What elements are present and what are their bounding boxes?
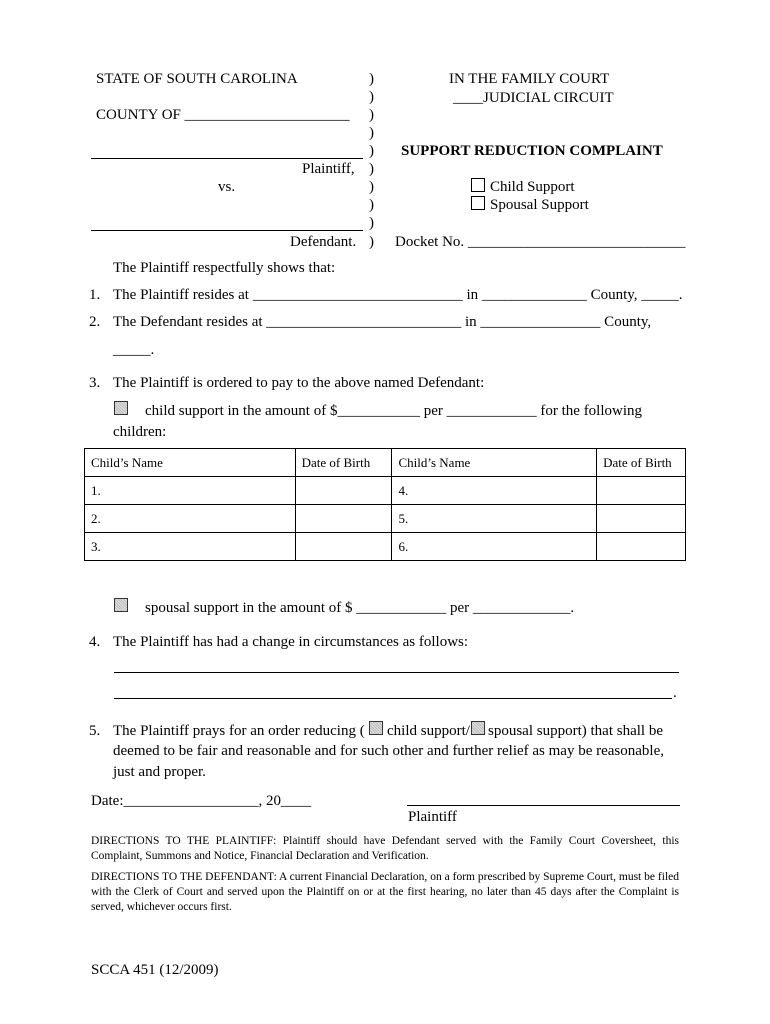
birth-date-cell[interactable] [295,533,392,561]
birth-date-cell[interactable] [295,477,392,505]
child-name-cell[interactable]: 2. [85,505,296,533]
directions-plaintiff: DIRECTIONS TO THE PLAINTIFF: Plaintiff should have Defendant served with the Family Court Coversheet, this Complaint, Summons and Notice, Financial Declaration and Verification. [91,835,679,862]
spousal-support-checkbox[interactable] [471,196,485,210]
child-support-checkbox[interactable] [471,178,485,192]
plaintiff-residence-field[interactable]: The Plaintiff resides at ____________________________ in ______________ County, _____. [113,287,683,303]
item5-line3: just and proper. [113,764,206,780]
table-header-row [85,449,686,477]
paren: ) [369,89,374,105]
form-title: SUPPORT REDUCTION COMPLAINT [401,143,663,159]
spousal-support-label: Spousal Support [490,197,589,213]
birth-date-cell[interactable] [597,505,686,533]
county-field[interactable]: COUNTY OF ______________________ [96,107,350,123]
circuit-field[interactable]: ____JUDICIAL CIRCUIT [453,90,614,106]
paren: ) [369,179,374,195]
circumstances-line-1[interactable] [114,672,679,673]
directions-defendant: DIRECTIONS TO THE DEFENDANT: A current Financial Declaration, on a form prescribed by Supreme Court, must be filed with the Clerk of Court and served upon the Plaintiff on or at the first hearing, no later than 45 days after the Complaint is served, whichever occurs first. [91,871,679,913]
child-support-amount-field[interactable]: child support in the amount of $___________ per ____________ for the following [145,403,643,419]
item5-line2: deemed to be fair and reasonable and for such other and further relief as may be reasonable, [113,743,665,759]
birth-date-cell[interactable] [597,533,686,561]
paren: ) [369,197,374,213]
birth-date-cell[interactable] [295,505,392,533]
circumstances-line-2[interactable] [114,698,672,699]
paren: ) [369,143,374,159]
children-table [84,448,686,561]
item-number: 3. [89,375,101,391]
column-header: Date of Birth [295,449,392,477]
spousal-support-amount-checkbox[interactable] [114,598,128,612]
court-label: IN THE FAMILY COURT [449,71,610,87]
defendant-state-field[interactable]: _____. [113,342,155,358]
state-label: STATE OF SOUTH CAROLINA [96,71,298,87]
plaintiff-caption: Plaintiff, [302,161,355,177]
item4-text: The Plaintiff has had a change in circumstances as follows: [113,634,469,650]
reduce-child-support-checkbox[interactable] [369,721,383,735]
table-row [85,533,686,561]
defendant-name-line[interactable] [91,230,363,231]
child-support-amount-checkbox[interactable] [114,401,128,415]
item-number: 1. [89,287,101,303]
paren: ) [369,215,374,231]
child-support-label: Child Support [490,179,575,195]
spousal-support-amount-field[interactable]: spousal support in the amount of $ ____________ per _____________. [145,600,575,616]
child-name-cell[interactable]: 6. [392,533,597,561]
plaintiff-name-line[interactable] [91,158,363,159]
paren: ) [369,161,374,177]
defendant-residence-field[interactable]: The Defendant resides at __________________________ in ________________ County, [113,314,652,330]
paren: ) [369,125,374,141]
item5-text-c: spousal support) that shall be [488,723,663,739]
item5-text-a: The Plaintiff prays for an order reducing ( [113,723,365,739]
item-number: 4. [89,634,101,650]
child-name-cell[interactable]: 4. [392,477,597,505]
defendant-caption: Defendant. [290,234,357,250]
item5-text-b: child support/ [387,723,470,739]
signature-line[interactable] [407,805,680,806]
docket-field[interactable]: Docket No. _____________________________ [395,234,686,250]
table-row [85,477,686,505]
item-number: 2. [89,314,101,330]
birth-date-cell[interactable] [597,477,686,505]
child-name-cell[interactable]: 3. [85,533,296,561]
item-number: 5. [89,723,101,739]
intro-text: The Plaintiff respectfully shows that: [113,260,336,276]
reduce-spousal-support-checkbox[interactable] [471,721,485,735]
children-label: children: [113,424,167,440]
item3-text: The Plaintiff is ordered to pay to the above named Defendant: [113,375,485,391]
date-field[interactable]: Date:__________________, 20____ [91,793,311,809]
circumstances-period: . [673,685,677,701]
column-header: Date of Birth [597,449,686,477]
paren: ) [369,234,374,250]
paren: ) [369,107,374,123]
column-header: Child’s Name [85,449,296,477]
column-header: Child’s Name [392,449,597,477]
paren: ) [369,71,374,87]
child-name-cell[interactable]: 1. [85,477,296,505]
versus-label: vs. [218,179,236,195]
table-row [85,505,686,533]
child-name-cell[interactable]: 5. [392,505,597,533]
signature-label: Plaintiff [408,809,457,825]
form-id: SCCA 451 (12/2009) [91,962,219,978]
